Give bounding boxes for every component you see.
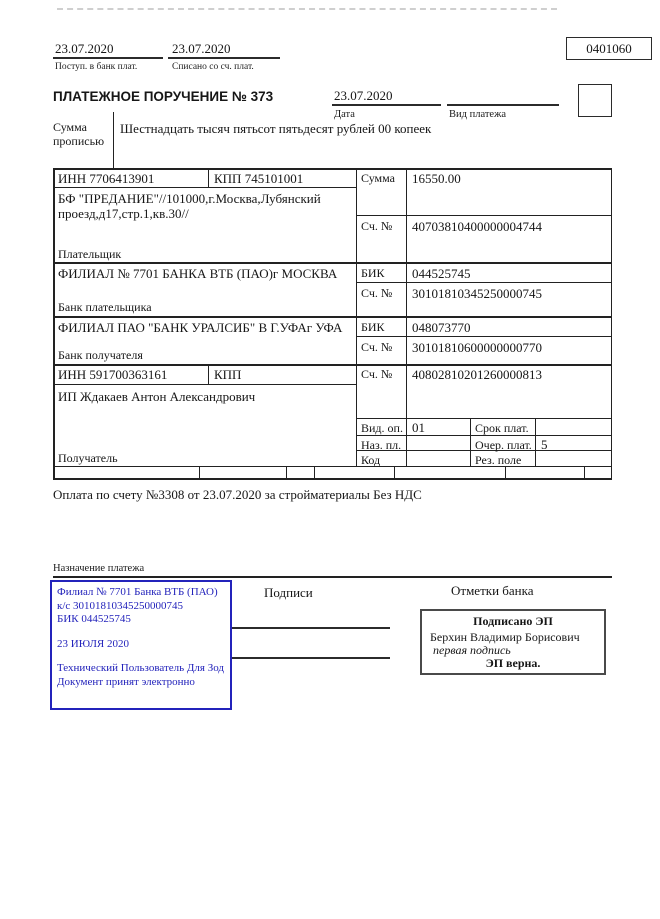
signature-type: первая подпись	[433, 643, 511, 657]
table-border	[286, 466, 287, 480]
bank-marks-label: Отметки банка	[451, 583, 534, 598]
table-border	[394, 466, 395, 480]
date-label: Дата	[334, 109, 355, 120]
received-date-label: Поступ. в банк плат.	[55, 62, 138, 72]
reserve-field-label: Рез. поле	[475, 453, 522, 467]
signature-stamp-title: Подписано ЭП	[473, 614, 553, 628]
payment-type-label: Вид платежа	[449, 109, 507, 120]
signer-name: Берхин Владимир Борисович	[430, 630, 580, 644]
table-border-bottom	[53, 478, 612, 481]
debited-date: 23.07.2020	[172, 41, 231, 56]
amount-words-divider	[113, 112, 114, 168]
op-type-value: 01	[412, 420, 425, 435]
received-date: 23.07.2020	[55, 41, 114, 56]
payee-bank-bik-label: БИК	[361, 320, 385, 334]
payee-kpp-label: КПП	[214, 367, 242, 382]
bank-stamp-line: Технический Пользователь Для Зод	[57, 662, 225, 674]
document-title: ПЛАТЕЖНОЕ ПОРУЧЕНИЕ № 373	[53, 89, 274, 104]
table-border	[314, 466, 315, 480]
payer-account: 40703810400000004744	[412, 219, 542, 234]
table-border	[53, 316, 612, 318]
payer-name: БФ "ПРЕДАНИЕ"//101000,г.Москва,Лубянский проезд,д17,стр.1,кв.30//	[58, 191, 321, 221]
amount-words-label: Сумма прописью	[53, 120, 105, 148]
bank-stamp-line: к/с 30101810345250000745	[57, 599, 184, 612]
table-border	[356, 282, 612, 283]
table-border	[199, 466, 200, 480]
payment-type-box	[578, 84, 612, 117]
payer-bank-bik: 044525745	[412, 266, 471, 281]
signature-line-2	[232, 657, 390, 659]
bank-stamp-spacer	[57, 651, 225, 662]
payer-bank-account: 30101810345250000745	[412, 286, 542, 301]
due-date-label: Срок плат.	[475, 421, 529, 435]
payee-account: 40802810201260000813	[412, 367, 542, 382]
bank-stamp	[50, 580, 232, 710]
received-date-underline	[53, 57, 163, 59]
table-border	[208, 168, 209, 187]
payer-kpp: КПП 745101001	[214, 171, 304, 186]
payee-name: ИП Ждакаев Антон Александрович	[58, 389, 256, 404]
table-border	[53, 262, 612, 264]
op-type-label: Вид. оп.	[361, 421, 403, 435]
payer-label: Плательщик	[58, 247, 122, 261]
purpose-divider	[53, 576, 612, 578]
amount-value: 16550.00	[412, 171, 461, 186]
table-border	[53, 364, 612, 366]
purpose-label: Назначение платежа	[53, 563, 145, 574]
payer-bank-bik-label: БИК	[361, 266, 385, 280]
scan-artifact-line	[57, 8, 557, 10]
payee-account-label: Сч. №	[361, 367, 393, 381]
bank-stamp-spacer	[57, 627, 225, 638]
table-border	[611, 168, 613, 480]
amount-label: Сумма	[361, 171, 395, 185]
table-border	[53, 168, 55, 480]
table-border	[356, 435, 612, 436]
signature-stamp	[420, 609, 606, 675]
payment-table	[53, 168, 612, 480]
payee-bank-bik: 048073770	[412, 320, 471, 335]
payer-bank-account-label: Сч. №	[361, 286, 393, 300]
form-code-box	[566, 37, 652, 60]
table-border	[53, 384, 356, 385]
payer-inn: ИНН 7706413901	[58, 171, 155, 186]
priority-value: 5	[541, 437, 548, 452]
payee-bank-account: 30101810600000000770	[412, 340, 542, 355]
priority-label: Очер. плат.	[475, 438, 532, 452]
bank-stamp-date: 23 ИЮЛЯ 2020	[57, 637, 129, 650]
table-border	[356, 215, 612, 216]
purpose-text: Оплата по счету №3308 от 23.07.2020 за стройматериалы Без НДС	[53, 487, 422, 502]
payment-type-underline	[447, 104, 559, 106]
table-border	[208, 364, 209, 384]
bank-stamp-line: Документ принят электронно	[57, 675, 195, 688]
table-border	[53, 466, 612, 467]
signature-verified: ЭП верна.	[485, 656, 541, 670]
table-border	[406, 168, 407, 466]
table-border	[505, 466, 506, 480]
payee-bank-account-label: Сч. №	[361, 340, 393, 354]
date-underline	[332, 104, 441, 106]
document-date: 23.07.2020	[334, 88, 393, 103]
signatures-label: Подписи	[264, 585, 313, 600]
payee-bank-name: ФИЛИАЛ ПАО "БАНК УРАЛСИБ" В Г.УФАг УФА	[58, 320, 343, 335]
payee-bank-label: Банк получателя	[58, 348, 143, 362]
signature-line-1	[232, 627, 390, 629]
table-border	[584, 466, 585, 480]
table-border	[470, 418, 471, 466]
bank-stamp-line: Филиал № 7701 Банка ВТБ (ПАО)	[57, 586, 218, 598]
payee-inn: ИНН 591700363161	[58, 367, 168, 382]
code-label: Код	[361, 453, 381, 467]
payee-label: Получатель	[58, 451, 118, 465]
form-code: 0401060	[586, 40, 632, 56]
purpose-code-label: Наз. пл.	[361, 438, 402, 452]
table-border	[356, 336, 612, 337]
table-border	[53, 187, 356, 188]
debited-date-underline	[168, 57, 280, 59]
table-border	[535, 418, 536, 466]
table-border	[53, 168, 612, 170]
debited-date-label: Списано со сч. плат.	[172, 62, 254, 72]
payer-account-label: Сч. №	[361, 219, 393, 233]
payer-bank-label: Банк плательщика	[58, 300, 152, 314]
amount-words-value: Шестнадцать тысяч пятьсот пятьдесят рублей 00 копеек	[120, 121, 432, 136]
table-border	[356, 418, 612, 419]
payer-bank-name: ФИЛИАЛ № 7701 БАНКА ВТБ (ПАО)г МОСКВА	[58, 266, 338, 281]
table-border	[356, 168, 357, 466]
bank-stamp-line: БИК 044525745	[57, 613, 131, 625]
